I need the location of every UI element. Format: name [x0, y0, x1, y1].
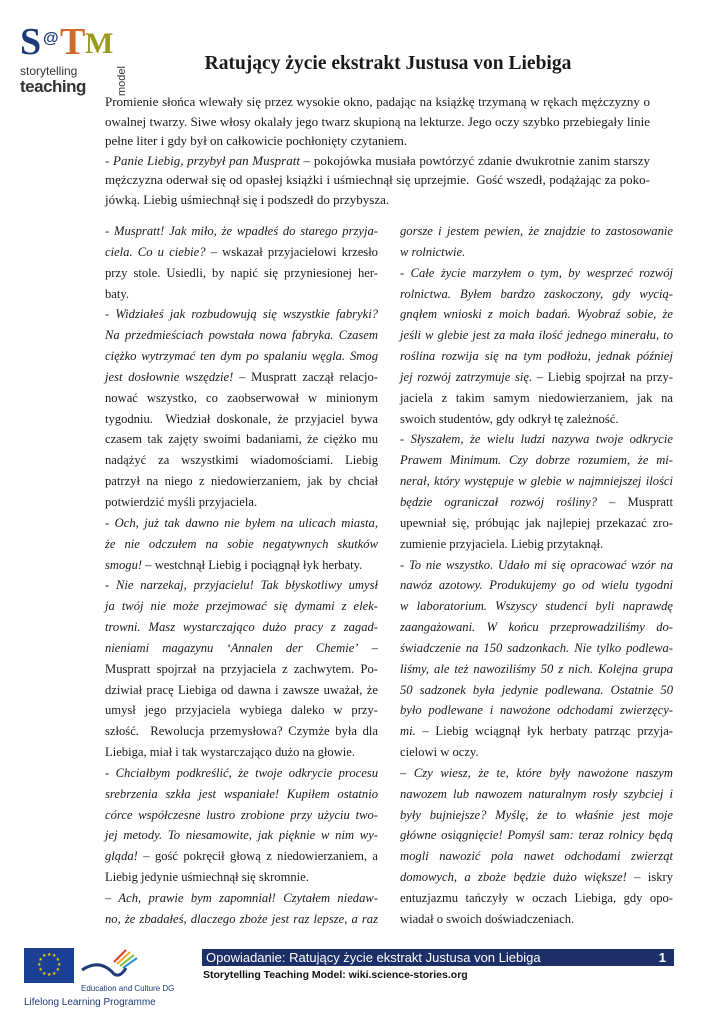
star-icon: ★	[47, 973, 52, 978]
narration-text: – Liebig spojrzał na przy-	[532, 369, 673, 384]
narration-text: nować wszystko, co zaobserwował w minionym	[105, 390, 378, 405]
narration-text: jówką. Liebig uśmiechnął się i podszedł do przybysza.	[105, 191, 390, 207]
dialogue-text: trowni. Masz wystarczająco dużo pracy z zagad-	[105, 620, 378, 635]
narration-text: -	[105, 152, 114, 168]
dialogue-text: Na przedmieściach powstała nowa fabryka. Czasem	[105, 328, 378, 343]
footer-subtitle: Storytelling Teaching Model: wiki.science-stories.org	[203, 969, 468, 981]
text-line	[400, 367, 673, 388]
dialogue-text: - Nie narzekaj, przyjacielu! Tak błyskotliwy umysł	[105, 578, 378, 593]
dialogue-text: jej metody. To niesamowite, jak pięknie w nim wy-	[105, 828, 378, 843]
narration-text: zumienie przyjaciela. Liebig przytaknął.	[400, 536, 604, 551]
dialogue-text: - Och, już tak dawno nie byłem na ulicach miasta,	[105, 515, 378, 530]
text-line	[105, 825, 378, 846]
dialogue-text: nawozem lub nawozem naturalnym rosły szybciej i	[400, 786, 673, 801]
dialogue-text: w laboratorium. Wszyscy studenci byli naprawdę	[400, 599, 673, 614]
narration-text: Liebig jedynie uśmiechnął się skromnie.	[105, 870, 309, 885]
dialogue-text: Prawem Minimum. Czy dobrze rozumiem, że mi-	[400, 453, 673, 468]
llp-swoosh-icon	[80, 948, 140, 984]
dialogue-text: – Ach, prawie bym zapomniał! Czytałem niedaw-	[105, 891, 378, 905]
narration-text: jaciela z takim samym niedowierzaniem, jak na	[400, 390, 673, 405]
dialogue-text: gorsze i jestem pewien, że znajdzie to zastosowanie	[400, 224, 673, 238]
narration-text: – gość pokręcił głową z niedowierzaniem, a	[137, 849, 378, 864]
dialogue-text: 50 sadzonek była jedynie podlewana. Ostatnie 50	[400, 682, 673, 697]
dialogue-text: w rolnictwie.	[400, 244, 466, 259]
star-icon: ★	[57, 963, 62, 968]
text-line	[105, 263, 378, 284]
eu-dg-label: Education and Culture DG	[81, 984, 175, 993]
text-line	[105, 112, 650, 132]
text-line	[105, 575, 378, 596]
narration-text: nadążyć za wszystkimi wiadomościami. Liebig	[105, 453, 378, 468]
text-line	[105, 846, 378, 867]
star-icon: ★	[52, 954, 57, 960]
narration-text: czasem tak zajęty swoimi badaniami, że ciężko mu	[105, 432, 378, 447]
dialogue-text: liśmy, ale też nawoziliśmy 50 z nich. Kolejna grupa	[400, 661, 673, 676]
dialogue-text: było podlewane i nawożone odchodami zwierzęcy-	[400, 703, 673, 718]
narration-text: pełne liter i gdy był on całkowicie pochłonięty czytaniem.	[105, 133, 408, 149]
dialogue-text: mi.	[400, 724, 416, 739]
footer-title: Opowiadanie: Ratujący życie ekstrakt Justusa von Liebiga	[206, 950, 541, 965]
star-icon: ★	[42, 954, 47, 960]
dialogue-text: mogli nawozić pola nawet odchodami zwierząt	[400, 849, 673, 864]
narration-text: baty.	[105, 286, 130, 301]
text-line	[400, 534, 673, 555]
logo-letter-m: M	[85, 27, 114, 60]
dialogue-text: - Całe życie marzyłem o tym, by wesprzeć rozwój	[400, 265, 673, 280]
text-line	[400, 721, 673, 742]
dialogue-text: domowych, a zboże będzie dużo większe!	[400, 870, 627, 885]
text-line	[400, 867, 673, 888]
text-line	[105, 555, 378, 576]
text-line	[105, 763, 378, 784]
text-line	[105, 596, 378, 617]
text-line	[105, 151, 650, 171]
dialogue-text: nieniami magazynu ‘Annalen der Chemie’	[105, 640, 359, 655]
text-line	[400, 284, 673, 305]
text-line	[105, 742, 378, 763]
logo-word-teaching: teaching	[20, 77, 86, 96]
eu-flag-icon	[24, 948, 74, 983]
logo-letter-s: S	[20, 21, 42, 63]
dialogue-text: srebrzenia szkła jest wspaniałe! Kupiłem ostatnio	[105, 786, 378, 801]
narration-text: szłość. Rewolucja przemysłowa? Czymże była dla	[105, 724, 378, 739]
narration-text: przy stole. Usiedli, by napić się przyniesionej her-	[105, 265, 378, 280]
text-line	[105, 492, 378, 513]
star-icon: ★	[55, 968, 61, 973]
text-line	[105, 304, 378, 325]
dialogue-text: nawóz azotowy. Produkujemy go od wielu tygodni	[400, 578, 673, 593]
text-line	[400, 325, 673, 346]
narration-text: tygodniu. Wiedział doskonale, że przyjaciel bywa	[105, 411, 378, 426]
dialogue-text: no, że zbadałeś, dlaczego zboże jest raz lepsze, a raz	[105, 911, 378, 926]
dialogue-text: gląda!	[105, 849, 138, 864]
dialogue-text: - Chciałbym podkreślić, że twoje odkrycie procesu	[105, 765, 378, 780]
text-line	[400, 492, 673, 513]
star-icon: ★	[38, 958, 43, 963]
star-icon: ★	[55, 958, 61, 963]
dialogue-text: jeśli w glebie jest za mała ilość jednego minerału, to	[400, 328, 673, 343]
text-line	[400, 513, 673, 534]
dialogue-text: że nie odczułem na sobie negatywnych skutków	[105, 536, 378, 551]
text-line	[105, 367, 378, 388]
text-line	[105, 409, 378, 430]
narration-text: mężczyzna oderwał się od opasłej książki i uśmiechnął się uprzejmie. Gość wszedł, podążając za poko-	[105, 172, 650, 188]
page-number: 1	[658, 950, 666, 965]
narration-text: – westchnął Liebig i pociągnął łyk herbaty.	[142, 557, 363, 572]
star-icon: ★	[52, 971, 57, 977]
dialogue-text: zaangażowani. W końcu przeprowadziliśmy do-	[400, 620, 673, 635]
text-line	[400, 700, 673, 721]
text-line	[400, 596, 673, 617]
text-line	[105, 346, 378, 367]
text-line	[400, 659, 673, 680]
stm-logo	[20, 22, 128, 94]
dialogue-text: - Muspratt! Jak miło, że wpadłeś do starego przyja-	[105, 224, 378, 238]
narration-text: upewniał się, próbując jak najlepiej przekazać zro-	[400, 515, 673, 530]
narration-text: Muspratt spojrzał na przyjaciela z zachwytem. Po-	[105, 661, 378, 676]
dialogue-text: ciela. Co u ciebie?	[105, 244, 206, 259]
text-line	[400, 242, 673, 263]
dialogue-text: gnąłem wnioski z moich badań. Wyobraź sobie, że	[400, 307, 673, 322]
text-line	[105, 429, 378, 450]
dialogue-text: świadczenie na 150 sadzonkach. Nie tylko podlewa-	[400, 640, 673, 655]
narration-text: – iskry	[626, 870, 674, 885]
right-column	[400, 221, 673, 930]
narration-text: Liebiga, miał i tak wystarczająco dużo na głowie.	[105, 745, 356, 760]
dialogue-text: Panie Liebig, przybył pan Muspratt	[113, 152, 300, 168]
text-line	[400, 221, 673, 242]
narration-text: – Liebig wciągnął łyk herbaty patrząc przyja-	[415, 724, 673, 739]
text-line	[105, 325, 378, 346]
narration-text: patrzył na niego z niedowierzaniem, jak by chciał	[105, 474, 378, 489]
text-line	[400, 805, 673, 826]
dialogue-text: jest dosłownie wszędzie!	[105, 369, 234, 384]
left-column	[105, 221, 378, 930]
text-line	[400, 846, 673, 867]
intro-paragraphs	[105, 92, 650, 210]
programme-label: Lifelong Learning Programme	[24, 997, 156, 1008]
text-line	[105, 867, 378, 888]
text-line	[105, 721, 378, 742]
dialogue-text: córce współczesne lustro zrobione przy użyciu two-	[105, 807, 378, 822]
text-line	[105, 92, 650, 112]
narration-text: entuzjazmu tańczyły w oczach Liebiga, gdy opo-	[400, 891, 673, 905]
text-line	[105, 659, 378, 680]
text-line	[105, 534, 378, 555]
text-line	[400, 555, 673, 576]
text-line	[105, 888, 378, 909]
text-line	[400, 450, 673, 471]
star-icon: ★	[37, 963, 42, 968]
logo-at: @	[43, 30, 59, 47]
text-line	[105, 471, 378, 492]
narration-text: dziwiał pracę Liebiga od dawna i zawsze uważał, że	[105, 682, 378, 697]
text-line	[105, 805, 378, 826]
logo-letter-t: T	[60, 21, 86, 63]
dialogue-text: - To nie wszystko. Udało mi się opracować wzór na	[400, 557, 673, 572]
dialogue-text: smogu!	[105, 557, 143, 572]
footer-title-bar	[202, 949, 674, 966]
text-line	[400, 742, 673, 763]
text-line	[400, 429, 673, 450]
text-line	[105, 638, 378, 659]
text-line	[400, 888, 673, 909]
text-line	[400, 388, 673, 409]
text-line	[400, 784, 673, 805]
text-line	[105, 284, 378, 305]
text-line	[105, 617, 378, 638]
text-line	[105, 513, 378, 534]
logo-word-model: model	[116, 66, 128, 96]
dialogue-text: nerał, który występuje w glebie w najmniejszej ilości	[400, 474, 673, 489]
narration-text: – wskazał przyjacielowi krzesło	[205, 244, 378, 259]
narration-text: – Muspratt zaczął relacjo-	[233, 369, 379, 384]
narration-text: Promienie słońca wlewały się przez wysokie okno, padając na książkę trzymaną w rękach mężczyzny o	[105, 94, 650, 109]
dialogue-text: ja twój nie może przejmować się dymami z elek-	[105, 599, 378, 614]
document-title: Ratujący życie ekstrakt Justusa von Liebiga	[204, 53, 572, 74]
dialogue-text: - Widziałeś jak rozbudowują się wszystkie fabryki?	[105, 307, 378, 322]
narration-text: umysł jego przyjaciela wybiega daleko w przy-	[105, 703, 378, 718]
star-icon: ★	[47, 953, 52, 958]
text-line	[105, 131, 650, 151]
narration-text: cielowi w oczy.	[400, 745, 479, 760]
narration-text: wiadał o swoich doświadczeniach.	[400, 911, 575, 926]
text-line	[400, 346, 673, 367]
text-line	[105, 221, 378, 242]
text-line	[105, 242, 378, 263]
text-line	[400, 409, 673, 430]
dialogue-text: rolnictwa. Byłem bardzo zaskoczony, gdy wycią-	[400, 286, 673, 301]
dialogue-text: roślina rozwija się na tym podłożu, jednak później	[400, 349, 673, 364]
text-line	[105, 680, 378, 701]
narration-text: – pokojówka musiała powtórzyć zdanie dwukrotnie zanim starszy	[299, 152, 650, 168]
text-line	[400, 680, 673, 701]
narration-text: owalnej twarzy. Siwe włosy okalały jego twarz skupioną na lekturze. Jego oczy szybko przebiegały linie	[105, 113, 650, 129]
dialogue-text: jej rozwój zatrzymuje się.	[400, 369, 533, 384]
text-line	[400, 575, 673, 596]
logo-word-storytelling: storytelling	[20, 64, 78, 78]
dialogue-text: - Słyszałem, że wielu ludzi nazywa twoje odkrycie	[400, 432, 673, 447]
star-icon: ★	[38, 968, 43, 973]
text-line	[400, 617, 673, 638]
narration-text: –	[358, 640, 378, 655]
text-line	[400, 471, 673, 492]
text-line	[400, 825, 673, 846]
dialogue-text: były bujniejsze? Myślę, że to właśnie jest moje	[400, 807, 673, 822]
text-line	[400, 909, 673, 930]
dialogue-text: ciężko wytrzymać ten dym po spalaniu węgla. Smog	[105, 349, 378, 364]
text-line	[105, 700, 378, 721]
text-line	[400, 304, 673, 325]
text-line	[105, 450, 378, 471]
dialogue-text: będzie ograniczał rozwój rośliny?	[400, 494, 598, 509]
dialogue-text: – Czy wiesz, że te, które były nawożone naszym	[400, 765, 673, 780]
text-line	[105, 388, 378, 409]
text-line	[400, 638, 673, 659]
text-line	[105, 784, 378, 805]
text-line	[105, 170, 650, 190]
narration-text: swoich studentów, gdy odkrył tę zależność.	[400, 411, 619, 426]
narration-text: potwierdzić myśli przyjaciela.	[105, 494, 258, 509]
text-line	[105, 909, 378, 930]
text-line	[400, 263, 673, 284]
text-line	[105, 190, 650, 210]
text-line	[400, 763, 673, 784]
star-icon: ★	[42, 971, 47, 977]
narration-text: – Muspratt	[597, 494, 673, 509]
dialogue-text: główne osiągnięcie! Pomyśl sam: teraz rolnicy będą	[400, 828, 673, 843]
